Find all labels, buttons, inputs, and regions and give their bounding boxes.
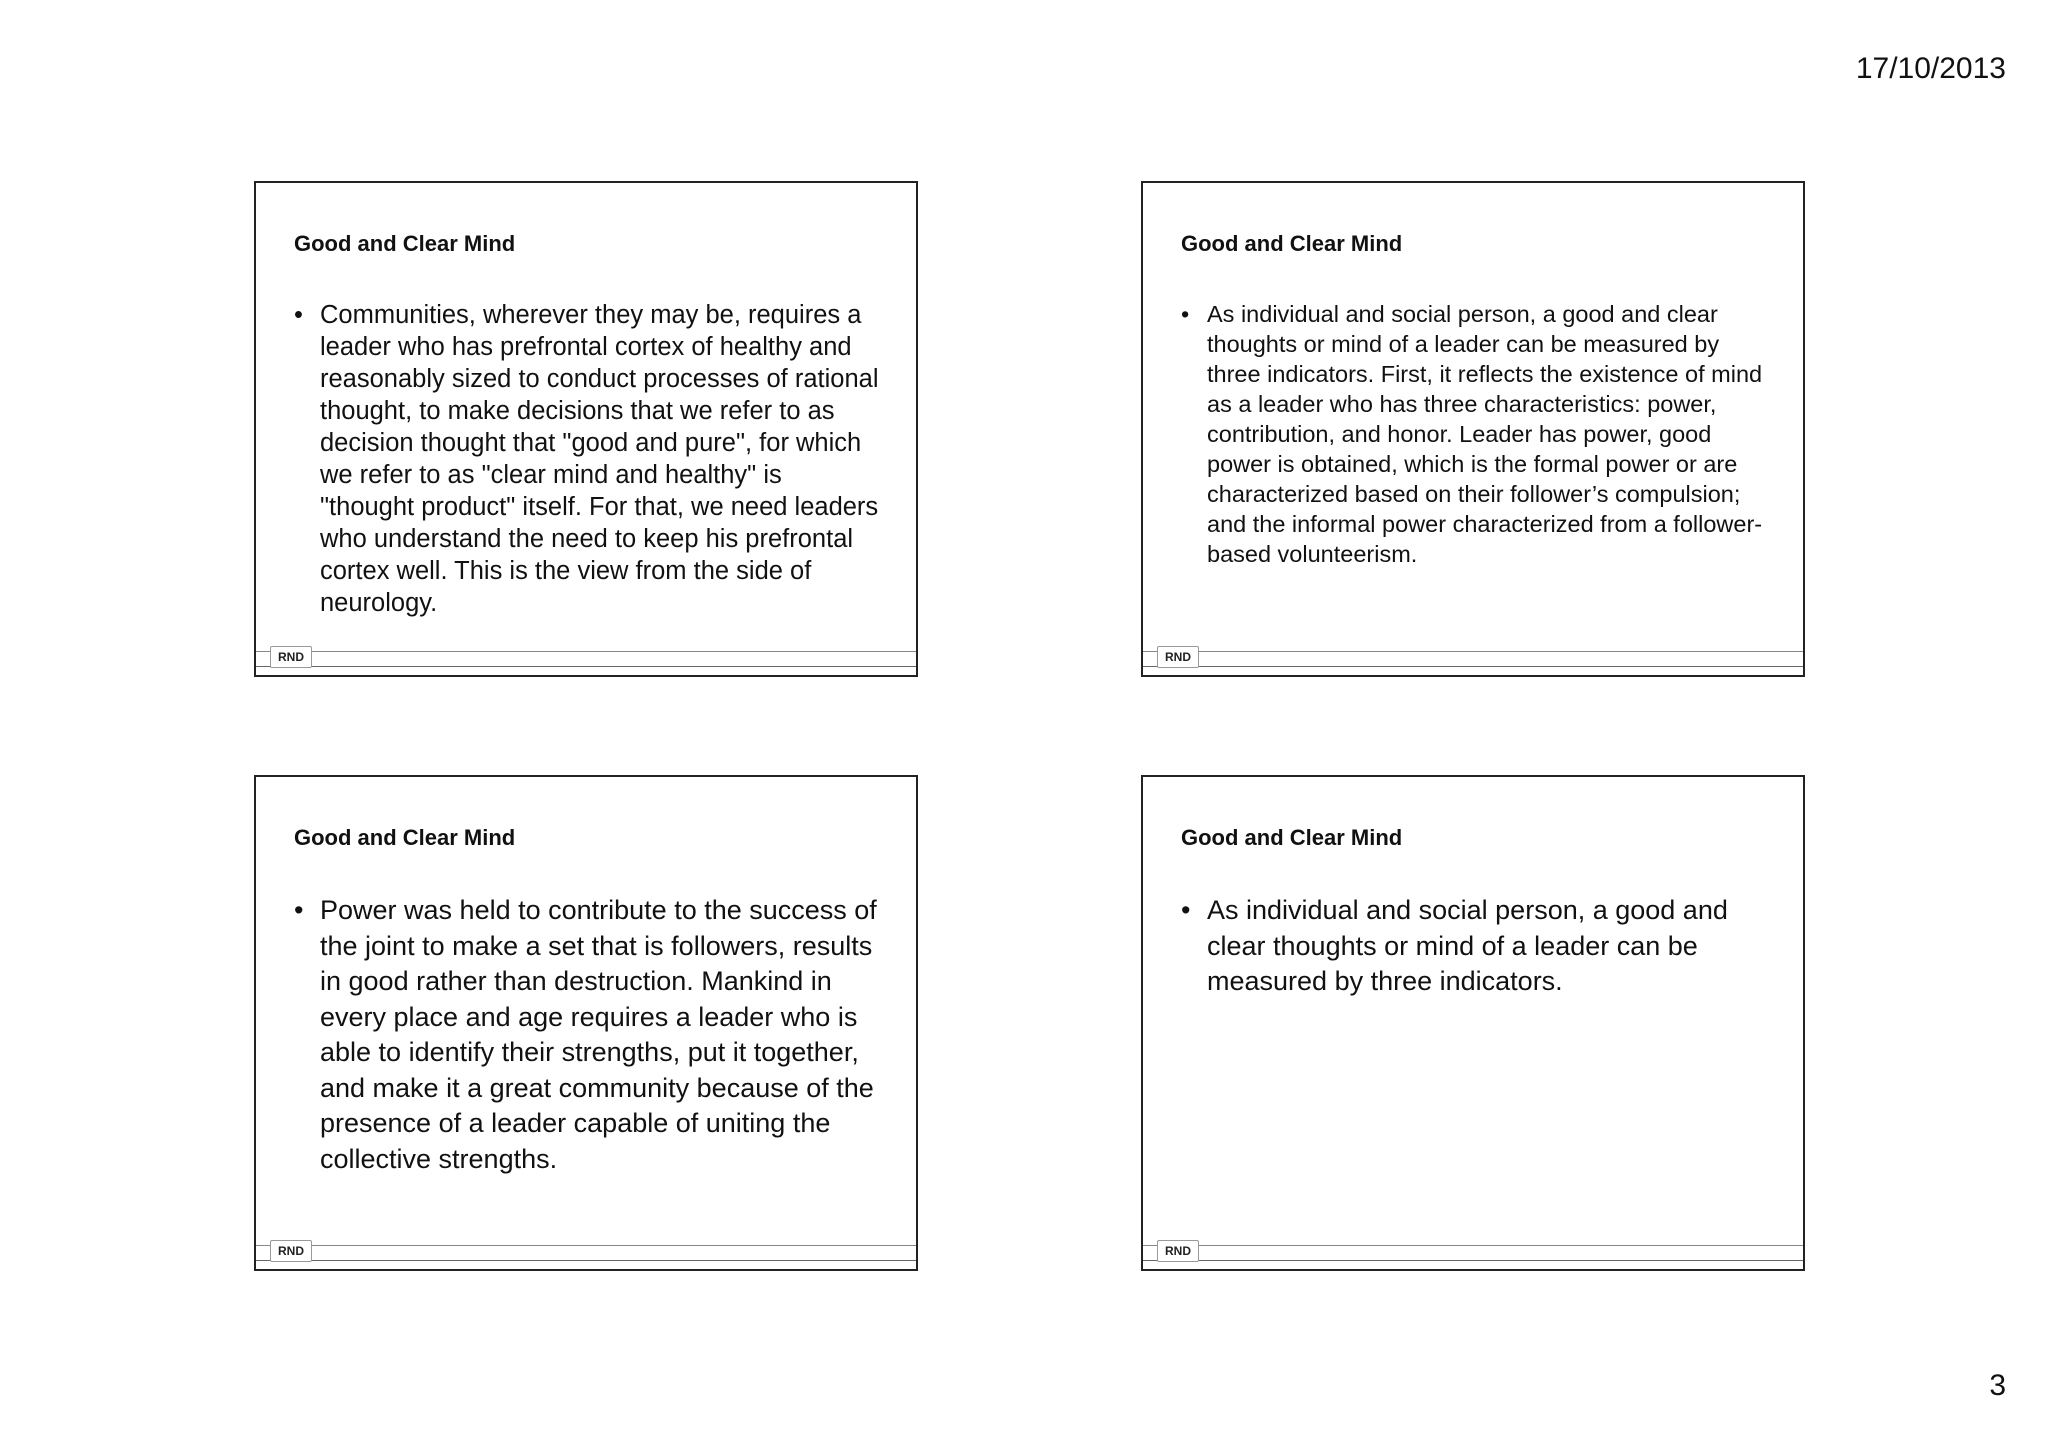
slide-title: Good and Clear Mind: [294, 825, 516, 850]
bullet-item: • Communities, wherever they may be, requires a leader who has prefrontal cortex of healthy and reasonably sized to conduct processes of rational thought, to make decisions that we refer to as decision thought that "good and pure", for which we refer to as "clear mind and healthy" is "thought product" itself. For that, we need leaders who understand the need to keep his prefrontal cortex well. This is the view from the side of neurology.: [294, 299, 882, 619]
slide-footer-bar: [1143, 1245, 1803, 1261]
slide-footer-bar: [256, 651, 916, 667]
slide-thumbnail-2: [1141, 181, 1805, 677]
slide-footer-bar: [1143, 651, 1803, 667]
page-number: 3: [1989, 1369, 2006, 1402]
slide-thumbnail-1: [254, 181, 918, 677]
page-date: 17/10/2013: [1855, 52, 2006, 85]
rnd-logo: RND: [270, 646, 312, 668]
bullet-item: • As individual and social person, a good and clear thoughts or mind of a leader can be measured by three indicators.: [1181, 893, 1769, 1000]
rnd-logo: RND: [1157, 1240, 1199, 1262]
slide-footer-bar: [256, 1245, 916, 1261]
slide-bullet-list: [1181, 893, 1769, 1000]
slide-thumbnail-3: [254, 775, 918, 1271]
slide-bullet-list: [294, 893, 882, 1177]
slide-title: Good and Clear Mind: [1181, 231, 1403, 256]
slide-thumbnail-4: [1141, 775, 1805, 1271]
rnd-logo: RND: [270, 1240, 312, 1262]
slide-bullet-list: [1181, 299, 1769, 569]
slide-bullet-list: [294, 299, 882, 619]
rnd-logo: RND: [1157, 646, 1199, 668]
slide-title: Good and Clear Mind: [1181, 825, 1403, 850]
bullet-item: • As individual and social person, a good and clear thoughts or mind of a leader can be measured by three indicators. First, it reflects the existence of mind as a leader who has three characteristics: power, contribution, and honor. Leader has power, good power is obtained, which is the formal power or are characterized based on their follower’s compulsion; and the informal power characterized from a follower-based volunteerism.: [1181, 299, 1769, 569]
bullet-item: • Power was held to contribute to the success of the joint to make a set that is followers, results in good rather than destruction. Mankind in every place and age requires a leader who is able to identify their strengths, put it together, and make it a great community because of the presence of a leader capable of uniting the collective strengths.: [294, 893, 882, 1177]
slide-title: Good and Clear Mind: [294, 231, 516, 256]
